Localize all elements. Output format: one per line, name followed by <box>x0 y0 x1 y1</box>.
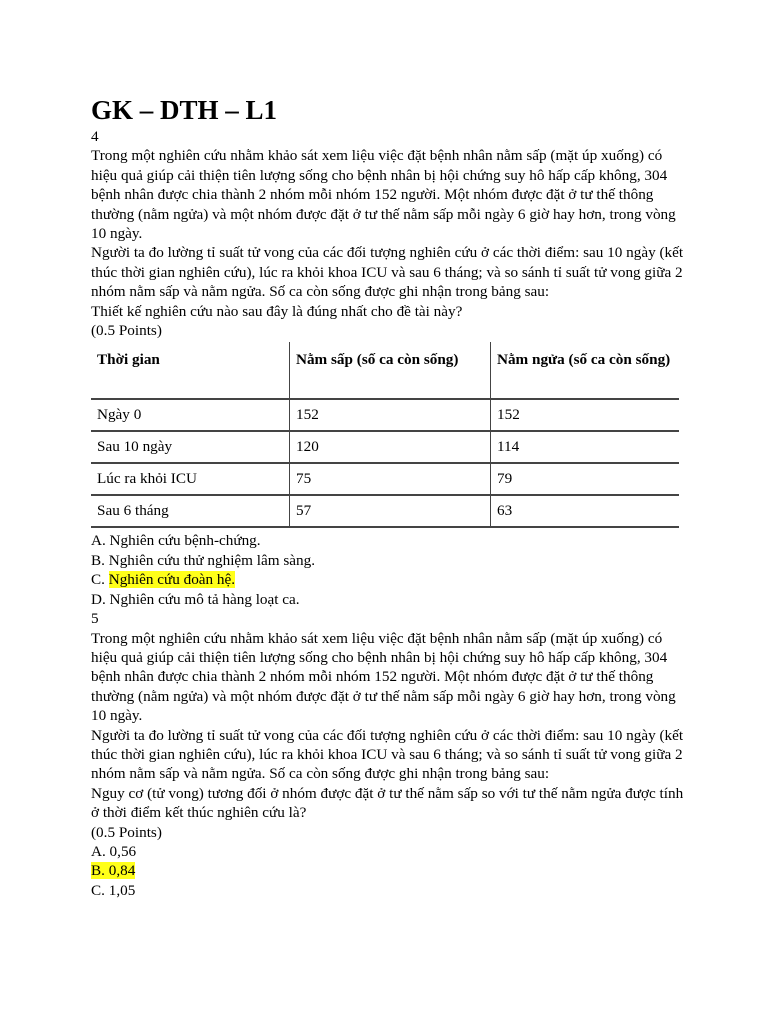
table-header-row <box>91 342 679 399</box>
table-header-cell: Nằm sấp (số ca còn sống) <box>290 342 491 399</box>
table-cell: 114 <box>491 431 680 463</box>
table-row <box>91 399 679 431</box>
table-cell: 57 <box>290 495 491 527</box>
question-4-option-a: A. Nghiên cứu bệnh-chứng. <box>91 532 261 550</box>
question-4-number: 4 <box>91 128 99 145</box>
survival-table <box>91 342 679 528</box>
question-4-option-b: B. Nghiên cứu thử nghiệm lâm sàng. <box>91 551 315 569</box>
question-4-prompt: Thiết kế nghiên cứu nào sau đây là đúng nhất cho đề tài này? <box>91 302 463 320</box>
table-row <box>91 495 679 527</box>
document-body <box>91 127 691 900</box>
question-4-points: (0.5 Points) <box>91 322 162 340</box>
question-5-paragraph-1: Trong một nghiên cứu nhằm khảo sát xem liệu việc đặt bệnh nhân nằm sấp (mặt úp xuống) có hiệu quả giúp cải thiện tiên lượng sống cho bệnh nhân bị hội chứng suy hô hấp cấp không, 304 bệnh nhân được chia thành 2 nhóm mỗi nhóm 152 người. Một nhóm được đặt ở tư thế thông thường (nằm ngửa) và một nhóm được đặt ở tư thế nằm sấp mỗi ngày 6 giờ hay hơn, trong vòng 10 ngày. <box>91 629 676 725</box>
question-4-option-d: D. Nghiên cứu mô tả hàng loạt ca. <box>91 590 300 608</box>
question-5-option-c: C. 1,05 <box>91 881 136 899</box>
option-c-highlighted-answer: Nghiên cứu đoàn hệ. <box>108 571 236 589</box>
table-cell: 152 <box>491 399 680 431</box>
question-5-points: (0.5 Points) <box>91 823 162 841</box>
table-cell: Lúc ra khỏi ICU <box>97 470 197 488</box>
table-cell: Ngày 0 <box>97 406 142 424</box>
table-header-cell: Thời gian <box>97 351 160 369</box>
question-4-option-c <box>91 570 691 589</box>
question-5-prompt: Nguy cơ (tử vong) tương đối ở nhóm được đặt ở tư thế nằm sấp so với tư thế nằm ngửa được tính ở thời điểm kết thúc nghiên cứu là? <box>91 784 684 822</box>
table-row <box>91 463 679 495</box>
option-c-prefix: C. <box>91 571 109 589</box>
table-cell: 79 <box>491 463 680 495</box>
table-row <box>91 431 679 463</box>
document-title: GK – DTH – L1 <box>91 95 278 125</box>
question-5-option-b <box>91 861 691 880</box>
table-cell: 120 <box>290 431 491 463</box>
table-cell: Sau 10 ngày <box>97 438 173 456</box>
question-5-option-a: A. 0,56 <box>91 842 137 860</box>
option-b-highlighted-answer: B. 0,84 <box>91 862 136 880</box>
table-cell: 75 <box>290 463 491 495</box>
question-4-paragraph-2: Người ta đo lường tỉ suất tử vong của các đối tượng nghiên cứu ở các thời điểm: sau 10 ngày (kết thúc thời gian nghiên cứu), lúc ra khỏi khoa ICU và sau 6 tháng; và so sánh tỉ suất tử vong giữa 2 nhóm nằm sấp và nằm ngửa. Số ca còn sống được ghi nhận trong bảng sau: <box>91 244 684 301</box>
table-cell: Sau 6 tháng <box>97 502 169 520</box>
table-header-cell: Nằm ngửa (số ca còn sống) <box>491 342 680 399</box>
table-cell: 63 <box>491 495 680 527</box>
table-cell: 152 <box>290 399 491 431</box>
question-5-number: 5 <box>91 610 99 628</box>
question-4-paragraph-1: Trong một nghiên cứu nhằm khảo sát xem liệu việc đặt bệnh nhân nằm sấp (mặt úp xuống) có hiệu quả giúp cải thiện tiên lượng sống cho bệnh nhân bị hội chứng suy hô hấp cấp không, 304 bệnh nhân được chia thành 2 nhóm mỗi nhóm 152 người. Một nhóm được đặt ở tư thế thông thường (nằm ngửa) và một nhóm được đặt ở tư thế nằm sấp mỗi ngày 6 giờ hay hơn, trong vòng 10 ngày. <box>91 147 676 243</box>
question-5-paragraph-2: Người ta đo lường tỉ suất tử vong của các đối tượng nghiên cứu ở các thời điểm: sau 10 ngày (kết thúc thời gian nghiên cứu), lúc ra khỏi khoa ICU và sau 6 tháng; và so sánh tỉ suất tử vong giữa 2 nhóm nằm sấp và nằm ngửa. Số ca còn sống được ghi nhận trong bảng sau: <box>91 726 684 783</box>
